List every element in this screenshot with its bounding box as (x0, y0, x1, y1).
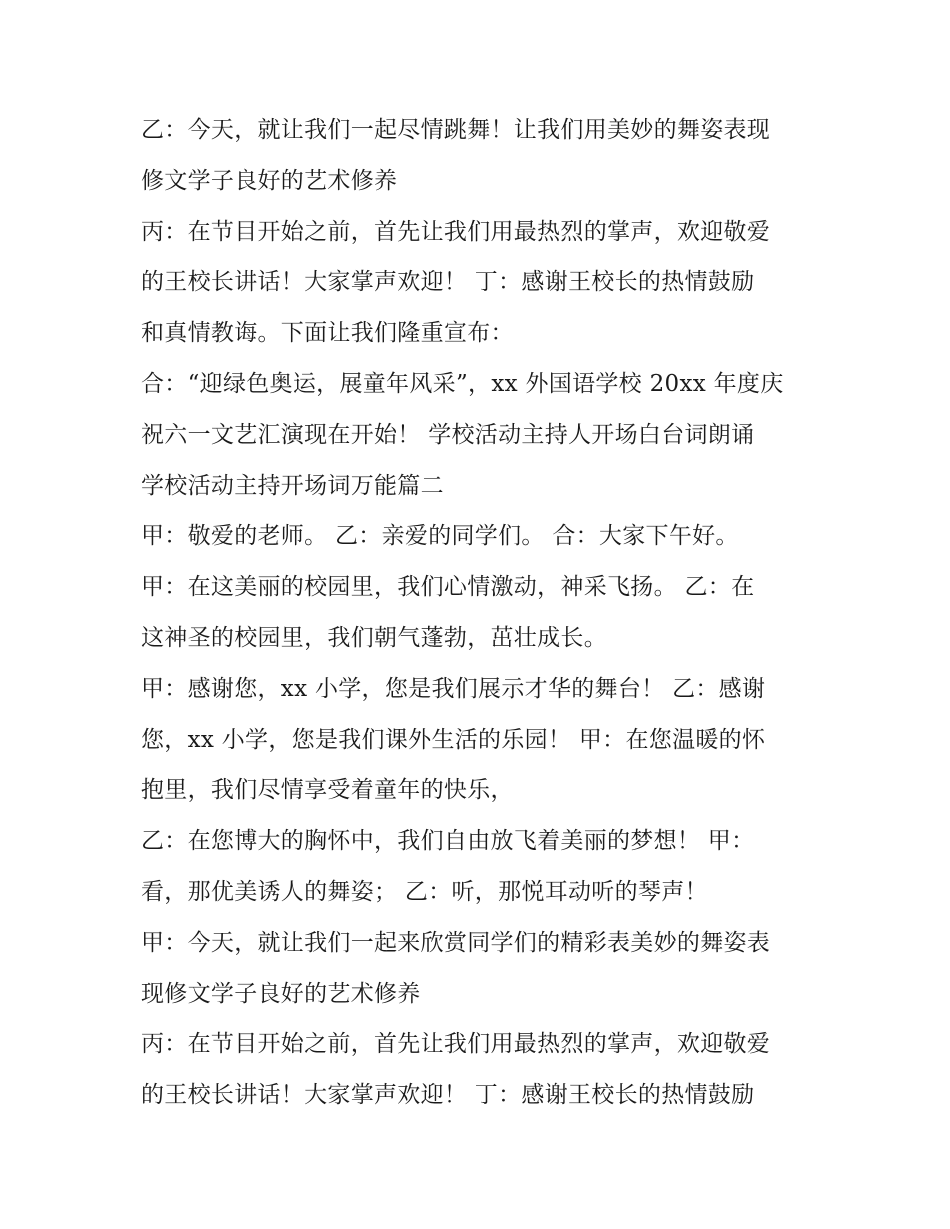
text-line: 这神圣的校园里，我们朝气蓬勃，茁壮成长。 (141, 624, 607, 651)
text-line: 丙：在节目开始之前，首先让我们用最热烈的掌声，欢迎敬爱 (141, 218, 771, 245)
text-line: 现修文学子良好的艺术修养 (141, 980, 421, 1007)
text-line: 修文学子良好的艺术修养 (141, 167, 398, 194)
text-line: 和真情教诲。下面让我们隆重宣布： (141, 320, 514, 347)
text-line: 祝六一文艺汇演现在开始！ 学校活动主持人开场白台词朗诵 (141, 421, 755, 448)
text-line: 学校活动主持开场词万能篇二 (141, 472, 444, 499)
text-line: 甲：今天，就让我们一起来欣赏同学们的精彩表美妙的舞姿表 (141, 929, 771, 956)
text-line: 看，那优美诱人的舞姿； 乙：听，那悦耳动听的琴声！ (141, 878, 708, 905)
text-line: 的王校长讲话！大家掌声欢迎！ 丁：感谢王校长的热情鼓励 (141, 1082, 755, 1109)
text-line: 的王校长讲话！大家掌声欢迎！ 丁：感谢王校长的热情鼓励 (141, 269, 755, 296)
text-line: 乙：在您博大的胸怀中，我们自由放飞着美丽的梦想！ 甲： (141, 828, 755, 855)
text-line: 甲：在这美丽的校园里，我们心情激动，神采飞扬。 乙：在 (141, 574, 755, 601)
text-line: 合：“迎绿色奥运，展童年风采”，xx 外国语学校 20xx 年度庆 (141, 370, 784, 397)
text-line: 丙：在节目开始之前，首先让我们用最热烈的掌声，欢迎敬爱 (141, 1031, 771, 1058)
text-line: 甲：感谢您，xx 小学，您是我们展示才华的舞台！ 乙：感谢 (141, 675, 766, 702)
text-line: 甲：敬爱的老师。 乙：亲爱的同学们。 合：大家下午好。 (141, 523, 739, 550)
text-line: 抱里，我们尽情享受着童年的快乐， (141, 777, 514, 804)
document-body (141, 105, 821, 1121)
text-line: 您，xx 小学，您是我们课外生活的乐园！ 甲：在您温暖的怀 (141, 726, 766, 753)
text-line: 乙：今天，就让我们一起尽情跳舞！让我们用美妙的舞姿表现 (141, 117, 771, 143)
